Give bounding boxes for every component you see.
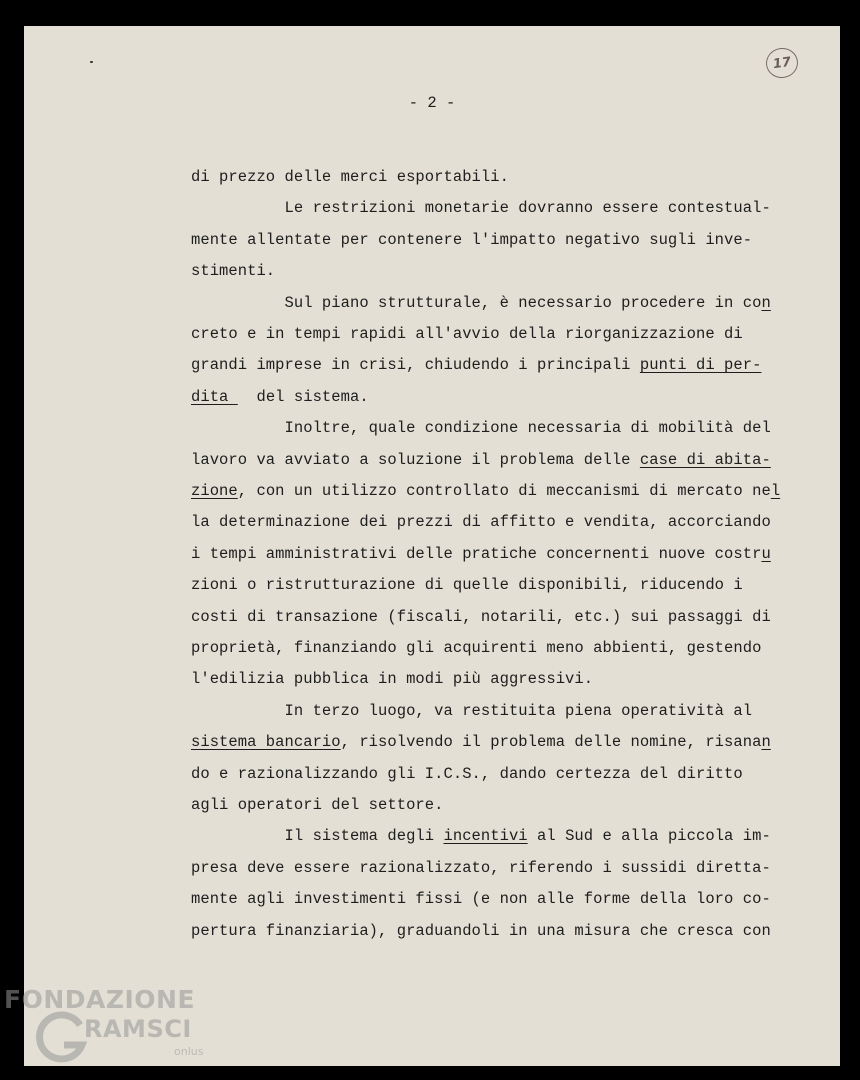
- text-line: [191, 386, 369, 408]
- underlined-text: sistema bancario: [191, 733, 341, 752]
- text-line: [191, 166, 509, 188]
- text-line: [191, 543, 771, 565]
- text-line: [191, 511, 771, 533]
- text-span: la determinazione dei prezzi di affitto e vendita, accorciando: [191, 513, 771, 532]
- text-line: [191, 323, 743, 345]
- underlined-text: n: [761, 733, 771, 752]
- text-line: [191, 794, 444, 816]
- underlined-text: zione: [191, 482, 238, 500]
- text-line: [191, 731, 771, 753]
- text-line: [191, 260, 275, 282]
- underlined-text: dita: [191, 387, 238, 406]
- text-span: al Sud e alla piccola im-: [527, 827, 771, 846]
- text-line: [191, 700, 752, 722]
- text-span: agli operatori del settore.: [191, 796, 444, 814]
- text-span: do e razionalizzando gli I.C.S., dando certezza del diritto: [191, 764, 743, 783]
- text-line: [191, 417, 771, 439]
- text-line: [191, 763, 743, 785]
- text-span: mente agli investimenti fissi (e non alle forme della loro co-: [191, 890, 771, 909]
- ink-speck: [90, 61, 93, 63]
- watermark-line2: RAMSCI: [84, 1015, 192, 1043]
- text-line: [191, 480, 780, 502]
- fondazione-gramsci-watermark: [4, 985, 234, 1077]
- text-line: [191, 668, 593, 690]
- text-line: [191, 574, 743, 596]
- underlined-text: n: [761, 293, 771, 312]
- text-span: zioni o ristrutturazione di quelle disponibili, riducendo i: [191, 576, 743, 595]
- text-span: Inoltre, quale condizione necessaria di mobilità del: [191, 419, 771, 438]
- text-line: [191, 825, 771, 847]
- underlined-text: case di abita-: [639, 450, 771, 469]
- text-line: [191, 637, 761, 659]
- text-span: creto e in tempi rapidi all'avvio della riorganizzazione di: [191, 325, 743, 343]
- text-line: [191, 888, 771, 910]
- text-line: [191, 292, 771, 314]
- watermark-line1: FONDAZIONE: [4, 985, 196, 1014]
- text-span: di prezzo delle merci esportabili.: [191, 168, 509, 186]
- underlined-text: punti di per-: [639, 356, 762, 375]
- text-line: [191, 354, 761, 376]
- text-line: [191, 229, 752, 251]
- underlined-text: u: [761, 544, 771, 563]
- text-line: [191, 197, 771, 219]
- text-span: Il sistema degli: [191, 827, 444, 846]
- watermark-sub: onlus: [174, 1045, 204, 1058]
- page-number: - 2 -: [408, 94, 456, 112]
- text-line: [191, 857, 771, 879]
- text-span: i tempi amministrativi delle pratiche concernenti nuove costr: [191, 544, 762, 563]
- underlined-text: l: [770, 482, 781, 500]
- text-span: grandi imprese in crisi, chiudendo i principali: [191, 356, 640, 375]
- document-page: [24, 26, 840, 1066]
- text-line: [191, 606, 771, 628]
- text-span: pertura finanziaria), graduandoli in una misura che cresca con: [191, 921, 771, 940]
- text-span: del sistema.: [237, 387, 369, 406]
- page-stamp: 17: [764, 46, 800, 80]
- text-span: Sul piano strutturale, è necessario procedere in co: [191, 293, 762, 312]
- text-span: , con un utilizzo controllato di meccanismi di mercato ne: [237, 482, 771, 500]
- text-span: In terzo luogo, va restituita piena operatività al: [191, 701, 753, 720]
- text-span: , risolvendo il problema delle nomine, risana: [340, 733, 762, 752]
- underlined-text: incentivi: [443, 827, 528, 846]
- text-span: proprietà, finanziando gli acquirenti meno abbienti, gestendo: [191, 639, 762, 657]
- text-span: stimenti.: [191, 262, 276, 281]
- text-span: lavoro va avviato a soluzione il problema delle: [191, 450, 640, 469]
- text-span: l'edilizia pubblica in modi più aggressivi.: [191, 670, 594, 689]
- text-span: Le restrizioni monetarie dovranno essere contestual-: [191, 199, 771, 218]
- text-span: costi di transazione (fiscali, notarili, etc.) sui passaggi di: [191, 607, 771, 626]
- text-line: [191, 920, 771, 942]
- text-span: presa deve essere razionalizzato, riferendo i sussidi diretta-: [191, 858, 771, 877]
- text-span: mente allentate per contenere l'impatto negativo sugli inve-: [191, 230, 753, 249]
- gramsci-g-logo-icon: [36, 1011, 90, 1065]
- text-line: [191, 449, 771, 471]
